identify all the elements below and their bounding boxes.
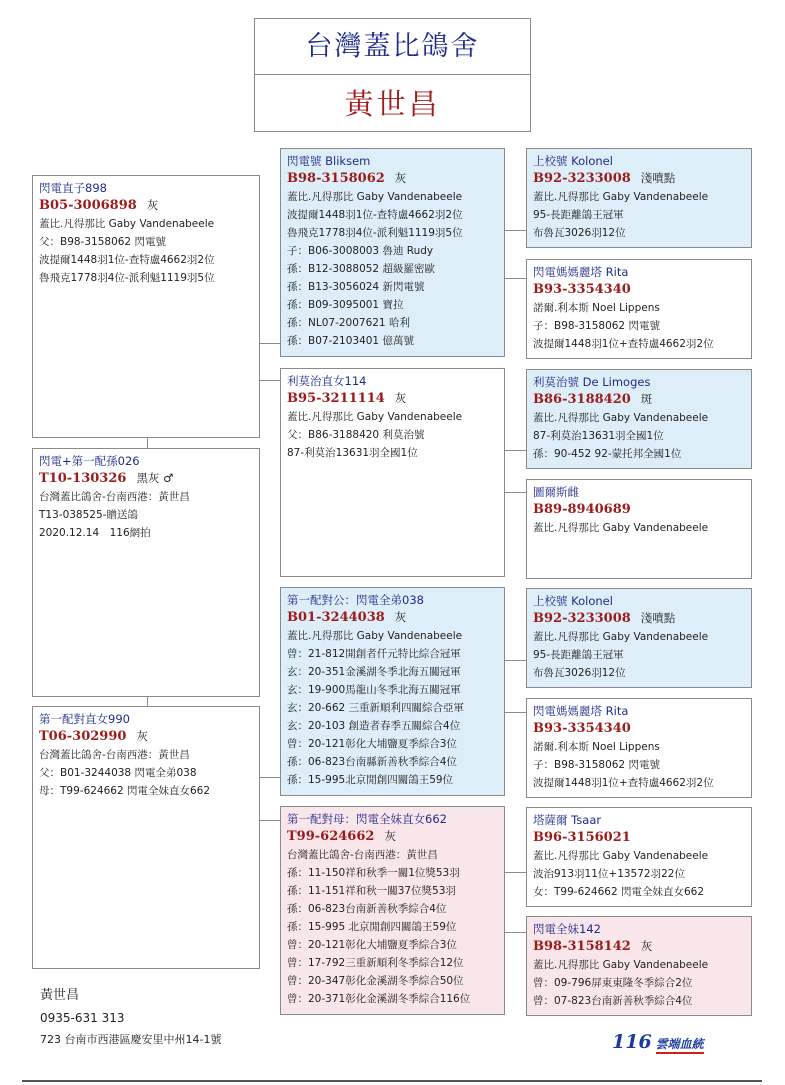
connector [505, 278, 526, 279]
owner-name: 黃世昌 [40, 988, 80, 1003]
dss-name: 上校號 Kolonel [533, 594, 613, 608]
ddd-ring: B98-3158142 灰 [533, 939, 653, 954]
dd-color: 灰 [384, 829, 396, 843]
dds-line: 波治913羽11位+13572羽22位 [533, 868, 685, 880]
cloud-pedigree-logo [612, 1031, 704, 1053]
dam-name: 第一配對直女990 [39, 712, 130, 726]
sd-ring: B95-3211114 灰 [287, 391, 407, 406]
connector [505, 932, 526, 933]
ss-name: 閃電號 Bliksem [287, 154, 371, 168]
subject-line: 台灣蓋比鴿舍-台南西港：黃世昌 [39, 491, 190, 503]
dds-name: 塔薩爾 Tsaar [533, 813, 602, 827]
dd-line: 曾：20-347彰化金溪湖冬季綜合50位 [287, 975, 464, 987]
ss-color: 灰 [394, 171, 407, 185]
connector [260, 380, 280, 381]
dam-line: 父：B01-3244038 閃電全弟038 [39, 767, 197, 779]
dsd-line: 諾爾.利本斯 Noel Lippens [533, 741, 660, 753]
sss-line: 布魯瓦3026羽12位 [533, 227, 626, 239]
sds-card [526, 369, 752, 469]
connector [505, 712, 526, 713]
dd-line: 孫：15-995 北京閒創四關鴿王59位 [287, 921, 457, 933]
ds-line: 蓋比.凡得那比 Gaby Vandenabeele [287, 630, 463, 642]
ddd-color: 灰 [640, 939, 653, 953]
ss-line: 孫：B12-3088052 超級羅密歐 [287, 263, 435, 275]
ss-line: 孫：NL07-2007621 哈利 [287, 317, 410, 329]
ds-line: 玄：20-662 三重新順利四關綜合亞軍 [287, 702, 465, 714]
dss-line: 蓋比.凡得那比 Gaby Vandenabeele [533, 631, 709, 643]
connector [505, 660, 526, 661]
dam-color: 灰 [136, 729, 148, 743]
logo-number: 116 [612, 1031, 652, 1053]
ssd-ring: B93-3354340 [533, 282, 631, 297]
connector [505, 492, 526, 493]
sire-line: 魯飛克1778羽4位-派利魁1119羽5位 [39, 272, 215, 284]
sire-line: 父：B98-3158062 閃電號 [39, 236, 166, 248]
ds-line: 孫：15-995北京閒創四關鴿王59位 [287, 774, 454, 786]
ddd-card [526, 916, 752, 1016]
dss-card [526, 588, 752, 688]
owner-name-title: 黃世昌 [344, 87, 441, 121]
sds-ring: B86-3188420 斑 [533, 392, 653, 407]
ssd-name: 閃電媽媽麗塔 Rita [533, 265, 629, 279]
dsd-card [526, 698, 752, 798]
sds-name: 利莫治號 De Limoges [533, 375, 651, 389]
dd-line: 孫：11-150祥和秋季一關1位獎53羽 [287, 867, 460, 879]
ss-ring: B98-3158062 灰 [287, 171, 407, 186]
sdd-line: 蓋比.凡得那比 Gaby Vandenabeele [533, 522, 709, 534]
ds-line: 曾：20-121彰化大埔鹽夏季綜合3位 [287, 738, 457, 750]
sire-dam-card [280, 368, 505, 577]
sss-name: 上校號 Kolonel [533, 154, 613, 168]
dd-line: 孫：06-823台南新善秋季綜合4位 [287, 903, 447, 915]
ss-line: 孫：B13-3056024 新閃電號 [287, 281, 425, 293]
sdd-name: 圖爾斯雌 [533, 485, 579, 499]
connector [505, 450, 526, 451]
connector [260, 820, 280, 821]
ss-line: 子：B06-3008003 魯迪 Rudy [287, 245, 434, 257]
ds-line: 玄：20-351金溪湖冬季北海五關冠軍 [287, 666, 461, 678]
dam-card [32, 706, 260, 969]
dds-line: 蓋比.凡得那比 Gaby Vandenabeele [533, 850, 709, 862]
ddd-line: 曾：07-823台南新善秋季綜合4位 [533, 995, 693, 1007]
connector [260, 343, 280, 344]
sire-card [32, 175, 260, 438]
sd-color: 灰 [394, 391, 407, 405]
ss-line: 魯飛克1778羽4位-派利魁1119羽5位 [287, 227, 463, 239]
sss-line: 蓋比.凡得那比 Gaby Vandenabeele [533, 191, 709, 203]
sire-sire-card [280, 148, 505, 357]
ddd-name: 閃電全妹142 [533, 922, 601, 936]
ds-color: 灰 [394, 610, 407, 624]
sdd-ring: B89-8940689 [533, 502, 631, 517]
ssd-line: 波提爾1448羽1位+查特盧4662羽2位 [533, 338, 714, 350]
loft-name: 台灣蓋比鴿舍 [255, 19, 530, 75]
sd-line: 蓋比.凡得那比 Gaby Vandenabeele [287, 411, 463, 423]
owner-contact [40, 985, 221, 1051]
logo-text: 雲端血統 [656, 1037, 704, 1054]
dam-dam-card [280, 806, 505, 1015]
sds-line: 蓋比.凡得那比 Gaby Vandenabeele [533, 412, 709, 424]
connector [505, 230, 526, 231]
dd-line: 台灣蓋比鴿舍-台南西港：黃世昌 [287, 849, 438, 861]
ds-line: 曾：21-812開創者仟元特比綜合冠軍 [287, 648, 461, 660]
connector [147, 697, 148, 706]
subject-ring: T10-130326 黑灰 ♂ [39, 471, 174, 486]
bottom-divider [22, 1080, 762, 1082]
ddd-line: 蓋比.凡得那比 Gaby Vandenabeele [533, 959, 709, 971]
dd-line: 曾：20-371彰化金溪湖冬季綜合116位 [287, 993, 471, 1005]
ds-line: 玄：19-900馬龍山冬季北海五關冠軍 [287, 684, 461, 696]
sire-ring: B05-3006898 灰 [39, 198, 159, 213]
sss-line: 95-長距離鴿王冠軍 [533, 209, 624, 221]
dss-line: 布魯瓦3026羽12位 [533, 667, 626, 679]
ss-line: 孫：B09-3095001 寶拉 [287, 299, 404, 311]
dsd-ring: B93-3354340 [533, 721, 631, 736]
dds-ring: B96-3156021 [533, 830, 631, 845]
sire-name: 閃電直子898 [39, 181, 107, 195]
sss-card [526, 148, 752, 248]
ssd-line: 諾爾.利本斯 Noel Lippens [533, 302, 660, 314]
owner-address: 723 台南市西港區慶安里中州14-1號 [40, 1033, 222, 1046]
sds-line: 孫：90-452 92-蒙托邦全國1位 [533, 448, 682, 460]
dsd-line: 波提爾1448羽1位+查特盧4662羽2位 [533, 777, 714, 789]
dam-line: 母：T99-624662 閃電全妹直女662 [39, 785, 211, 797]
connector [147, 438, 148, 448]
dds-line: 女：T99-624662 閃電全妹直女662 [533, 886, 705, 898]
dd-name: 第一配對母：閃電全妹直女662 [287, 812, 447, 826]
connector [260, 777, 280, 778]
pedigree-title-box [254, 18, 531, 132]
dam-sire-card [280, 587, 505, 796]
ssd-card [526, 259, 752, 359]
owner-phone: 0935-631 313 [40, 1011, 125, 1025]
dd-line: 曾：20-121彰化大埔鹽夏季綜合3位 [287, 939, 457, 951]
dss-line: 95-長距離鴿王冠軍 [533, 649, 624, 661]
subject-color: 黑灰 ♂ [136, 471, 174, 485]
subject-line: 2020.12.14 116網拍 [39, 527, 151, 539]
sss-ring: B92-3233008 淺噴點 [533, 171, 676, 186]
dss-ring: B92-3233008 淺噴點 [533, 611, 676, 626]
subject-line: T13-038525-贈送鴿 [39, 509, 138, 521]
sds-color: 斑 [640, 392, 653, 406]
dam-line: 台灣蓋比鴿舍-台南西港：黃世昌 [39, 749, 190, 761]
ds-ring: B01-3244038 灰 [287, 610, 407, 625]
sds-line: 87-利莫治13631羽全國1位 [533, 430, 664, 442]
ss-line: 波提爾1448羽1位-查特盧4662羽2位 [287, 209, 463, 221]
sire-line: 蓋比.凡得那比 Gaby Vandenabeele [39, 218, 215, 230]
sd-name: 利莫治直女114 [287, 374, 367, 388]
subject-name: 閃電+第一配孫026 [39, 454, 140, 468]
sss-color: 淺噴點 [640, 171, 676, 185]
dd-line: 孫：11-151祥和秋一關37位獎53羽 [287, 885, 456, 897]
dam-ring: T06-302990 灰 [39, 729, 148, 744]
ss-line: 蓋比.凡得那比 Gaby Vandenabeele [287, 191, 463, 203]
ddd-line: 曾：09-796屏東東隆冬季綜合2位 [533, 977, 693, 989]
dss-color: 淺噴點 [640, 611, 676, 625]
connector [505, 872, 526, 873]
subject-card [32, 448, 260, 697]
sire-line: 波提爾1448羽1位-查特盧4662羽2位 [39, 254, 215, 266]
dsd-name: 閃電媽媽麗塔 Rita [533, 704, 629, 718]
dd-line: 曾：17-792三重新順利冬季綜合12位 [287, 957, 464, 969]
dsd-line: 子：B98-3158062 閃電號 [533, 759, 660, 771]
ds-line: 孫：06-823台南縣新善秋季綜合4位 [287, 756, 457, 768]
dd-ring: T99-624662 灰 [287, 829, 396, 844]
sdd-card [526, 479, 752, 579]
sd-line: 父：B86-3188420 利莫治號 [287, 429, 425, 441]
sire-color: 灰 [146, 198, 159, 212]
sd-line: 87-利莫治13631羽全國1位 [287, 447, 418, 459]
ss-line: 孫：B07-2103401 億萬號 [287, 335, 414, 347]
dds-card [526, 807, 752, 907]
ds-name: 第一配對公：閃電全弟038 [287, 593, 424, 607]
ds-line: 玄：20-103 創造者春季五關綜合4位 [287, 720, 461, 732]
ssd-line: 子：B98-3158062 閃電號 [533, 320, 660, 332]
